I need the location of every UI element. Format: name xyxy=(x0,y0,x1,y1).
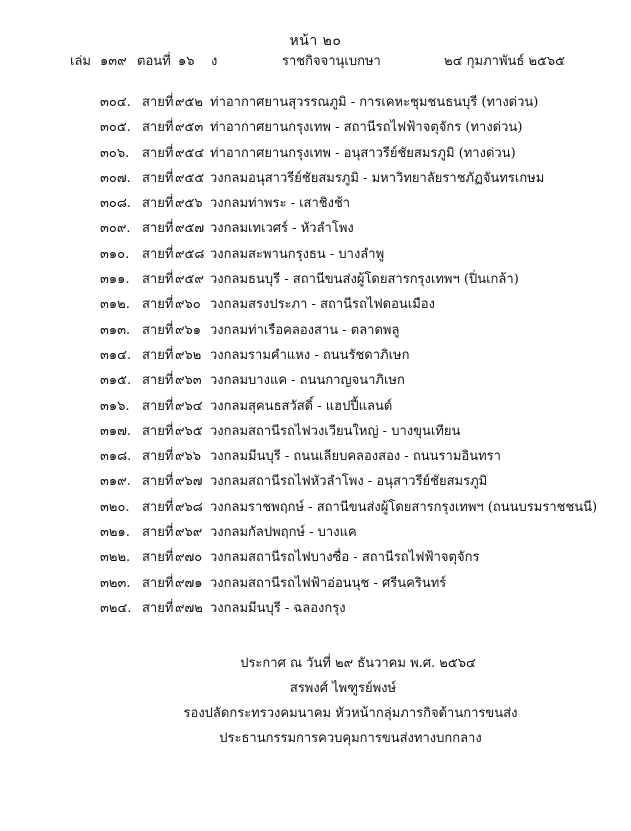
route-item xyxy=(100,243,600,268)
route-label: สายที่ xyxy=(142,550,174,566)
route-description: วงกลมรามคำแหง - ถนนรัชดาภิเษก xyxy=(210,347,410,363)
route-item-number: ๓๐๕. xyxy=(100,120,131,136)
route-item-number: ๓๑๘. xyxy=(100,449,132,465)
route-code: ๙๖๓ xyxy=(175,373,202,389)
route-description: วงกลมธนบุรี - สถานีขนส่งผู้โดยสารกรุงเทพฯ (ปิ่นเกล้า) xyxy=(210,272,519,288)
route-item xyxy=(100,217,600,242)
route-code: ๙๕๘ xyxy=(175,246,205,262)
route-item-number: ๓๑๒. xyxy=(100,297,130,313)
route-code: ๙๖๔ xyxy=(175,398,203,414)
volume-label: เล่ม xyxy=(70,54,91,69)
route-item-number: ๓๑๙. xyxy=(100,474,131,490)
route-item xyxy=(100,470,600,495)
route-label: สายที่ xyxy=(142,474,174,490)
gazette-header xyxy=(70,50,565,70)
page-number: หน้า ๒๐ xyxy=(289,33,342,49)
route-label: สายที่ xyxy=(142,322,174,338)
route-code: ๙๕๙ xyxy=(175,272,204,288)
route-item-number: ๓๐๗. xyxy=(100,170,131,186)
route-code: ๙๗๑ xyxy=(175,575,203,591)
route-description: วงกลมสถานีรถไฟหัวลำโพง - อนุสาวรีย์ชัยสมรภูมิ xyxy=(210,474,488,490)
route-code: ๙๖๑ xyxy=(175,322,202,338)
route-item-number: ๓๐๙. xyxy=(100,221,131,237)
route-item xyxy=(100,521,600,546)
route-code: ๙๗๒ xyxy=(175,600,203,616)
announcement-footer xyxy=(0,652,631,752)
signatory-role: ประธานกรรมการควบคุมการขนส่งทางบกกลาง xyxy=(219,731,482,746)
route-item xyxy=(100,91,600,116)
route-label: สายที่ xyxy=(142,95,174,110)
route-item-number: ๓๑๔. xyxy=(100,347,132,363)
route-label: สายที่ xyxy=(142,347,174,363)
route-item xyxy=(100,116,600,141)
route-label: สายที่ xyxy=(142,246,174,262)
route-description: ท่าอากาศยานสุวรรณภูมิ - การเคหะชุมชนธนบุรี (ทางด่วน) xyxy=(210,95,539,110)
route-item xyxy=(100,445,600,470)
part-number: ๑๖ xyxy=(178,54,195,69)
route-code: ๙๖๗ xyxy=(175,474,203,490)
route-code: ๙๖๘ xyxy=(175,499,203,515)
route-label: สายที่ xyxy=(142,196,174,212)
route-code: ๙๖๐ xyxy=(175,297,201,313)
route-description: วงกลมมีนบุรี - ฉลองกรุง xyxy=(210,600,346,616)
route-label: สายที่ xyxy=(142,272,174,288)
route-item-number: ๓๐๘. xyxy=(100,196,131,212)
route-item xyxy=(100,268,600,293)
route-description: วงกลมเทเวศร์ - หัวลำโพง xyxy=(210,221,354,237)
route-item xyxy=(100,369,600,394)
route-label: สายที่ xyxy=(142,297,174,313)
route-item xyxy=(100,344,600,369)
route-item-number: ๓๑๐. xyxy=(100,246,130,262)
route-description: วงกลมมีนบุรี - ถนนเลียบคลองสอง - ถนนรามอินทรา xyxy=(210,449,501,465)
route-label: สายที่ xyxy=(142,600,174,616)
route-item-number: ๓๐๔. xyxy=(100,95,131,110)
route-label: สายที่ xyxy=(142,373,174,389)
section-letter: ง xyxy=(211,54,218,69)
route-code: ๙๕๒ xyxy=(175,95,203,110)
announcement-date: ประกาศ ณ วันที่ ๒๙ ธันวาคม พ.ศ. ๒๕๖๔ xyxy=(240,656,476,671)
route-item xyxy=(100,395,600,420)
route-code: ๙๖๕ xyxy=(175,423,203,439)
route-code: ๙๖๙ xyxy=(175,525,203,541)
route-item xyxy=(100,167,600,192)
gazette-title: ราชกิจจานุเบกษา xyxy=(282,54,381,69)
route-item-number: ๓๑๓. xyxy=(100,322,131,338)
route-item xyxy=(100,572,600,597)
route-label: สายที่ xyxy=(142,449,174,465)
route-item-number: ๓๑๑. xyxy=(100,272,130,288)
route-description: วงกลมอนุสาวรีย์ชัยสมรภูมิ - มหาวิทยาลัยราชภัฏจันทรเกษม xyxy=(210,170,545,186)
volume-number: ๑๓๙ xyxy=(100,54,127,69)
route-label: สายที่ xyxy=(142,221,174,237)
route-code: ๙๕๕ xyxy=(175,170,205,186)
route-label: สายที่ xyxy=(142,423,174,439)
part-label: ตอนที่ xyxy=(137,54,171,69)
route-label: สายที่ xyxy=(142,398,174,414)
route-item-number: ๓๑๖. xyxy=(100,398,130,414)
route-description: วงกลมท่าพระ - เสาชิงช้า xyxy=(210,196,351,212)
route-label: สายที่ xyxy=(142,170,174,186)
route-item-number: ๓๒๐. xyxy=(100,499,130,515)
route-item-number: ๓๒๒. xyxy=(100,550,131,566)
route-description: วงกลมสถานีรถไฟบางซื่อ - สถานีรถไฟฟ้าจตุจักร xyxy=(210,550,480,566)
route-label: สายที่ xyxy=(142,575,174,591)
route-code: ๙๕๗ xyxy=(175,221,205,237)
signatory-title: รองปลัดกระทรวงคมนาคม หัวหน้ากลุ่มภารกิจด้านการขนส่ง xyxy=(183,706,518,721)
route-description: วงกลมบางแค - ถนนกาญจนาภิเษก xyxy=(210,373,405,389)
route-code: ๙๕๔ xyxy=(175,145,205,161)
route-code: ๙๕๖ xyxy=(175,196,203,212)
route-description: วงกลมราชพฤกษ์ - สถานีขนส่งผู้โดยสารกรุงเทพฯ (ถนนบรมราชชนนี) xyxy=(210,499,598,515)
route-item-number: ๓๒๓. xyxy=(100,575,131,591)
route-list xyxy=(100,91,600,622)
route-label: สายที่ xyxy=(142,120,174,136)
route-item xyxy=(100,319,600,344)
signatory-name: สรพงศ์ ไพฑูรย์พงษ์ xyxy=(289,681,397,696)
route-item xyxy=(100,546,600,571)
route-item xyxy=(100,496,600,521)
route-description: วงกลมสถานีรถไฟวงเวียนใหญ่ - บางขุนเทียน xyxy=(210,423,461,439)
route-code: ๙๖๖ xyxy=(175,449,202,465)
route-item-number: ๓๐๖. xyxy=(100,145,130,161)
publication-date: ๒๔ กุมภาพันธ์ ๒๕๖๕ xyxy=(444,54,565,69)
route-item xyxy=(100,142,600,167)
route-description: วงกลมท่าเรือคลองสาน - ตลาดพลู xyxy=(210,322,400,338)
route-item xyxy=(100,420,600,445)
route-code: ๙๖๒ xyxy=(175,347,202,363)
route-description: วงกลมกัลปพฤกษ์ - บางแค xyxy=(210,525,357,541)
route-description: ท่าอากาศยานกรุงเทพ - อนุสาวรีย์ชัยสมรภูมิ (ทางด่วน) xyxy=(210,145,516,161)
route-label: สายที่ xyxy=(142,499,174,515)
route-item-number: ๓๒๔. xyxy=(100,600,132,616)
route-code: ๙๕๓ xyxy=(175,120,204,136)
route-code: ๙๗๐ xyxy=(175,550,203,566)
route-description: ท่าอากาศยานกรุงเทพ - สถานีรถไฟฟ้าจตุจักร (ทางด่วน) xyxy=(210,120,523,136)
route-description: วงกลมสรงประภา - สถานีรถไฟดอนเมือง xyxy=(210,297,435,313)
route-item-number: ๓๑๕. xyxy=(100,373,132,389)
route-label: สายที่ xyxy=(142,145,174,161)
route-item xyxy=(100,597,600,622)
route-item xyxy=(100,192,600,217)
route-item-number: ๓๑๗. xyxy=(100,423,132,439)
route-item-number: ๓๒๑. xyxy=(100,525,130,541)
route-label: สายที่ xyxy=(142,525,174,541)
route-item xyxy=(100,293,600,318)
route-description: วงกลมสุคนธสวัสดิ์ - แฮปปี้แลนด์ xyxy=(210,398,393,414)
route-description: วงกลมสถานีรถไฟฟ้าอ่อนนุช - ศรีนครินทร์ xyxy=(210,575,447,591)
route-description: วงกลมสะพานกรุงธน - บางลำพู xyxy=(210,246,385,262)
